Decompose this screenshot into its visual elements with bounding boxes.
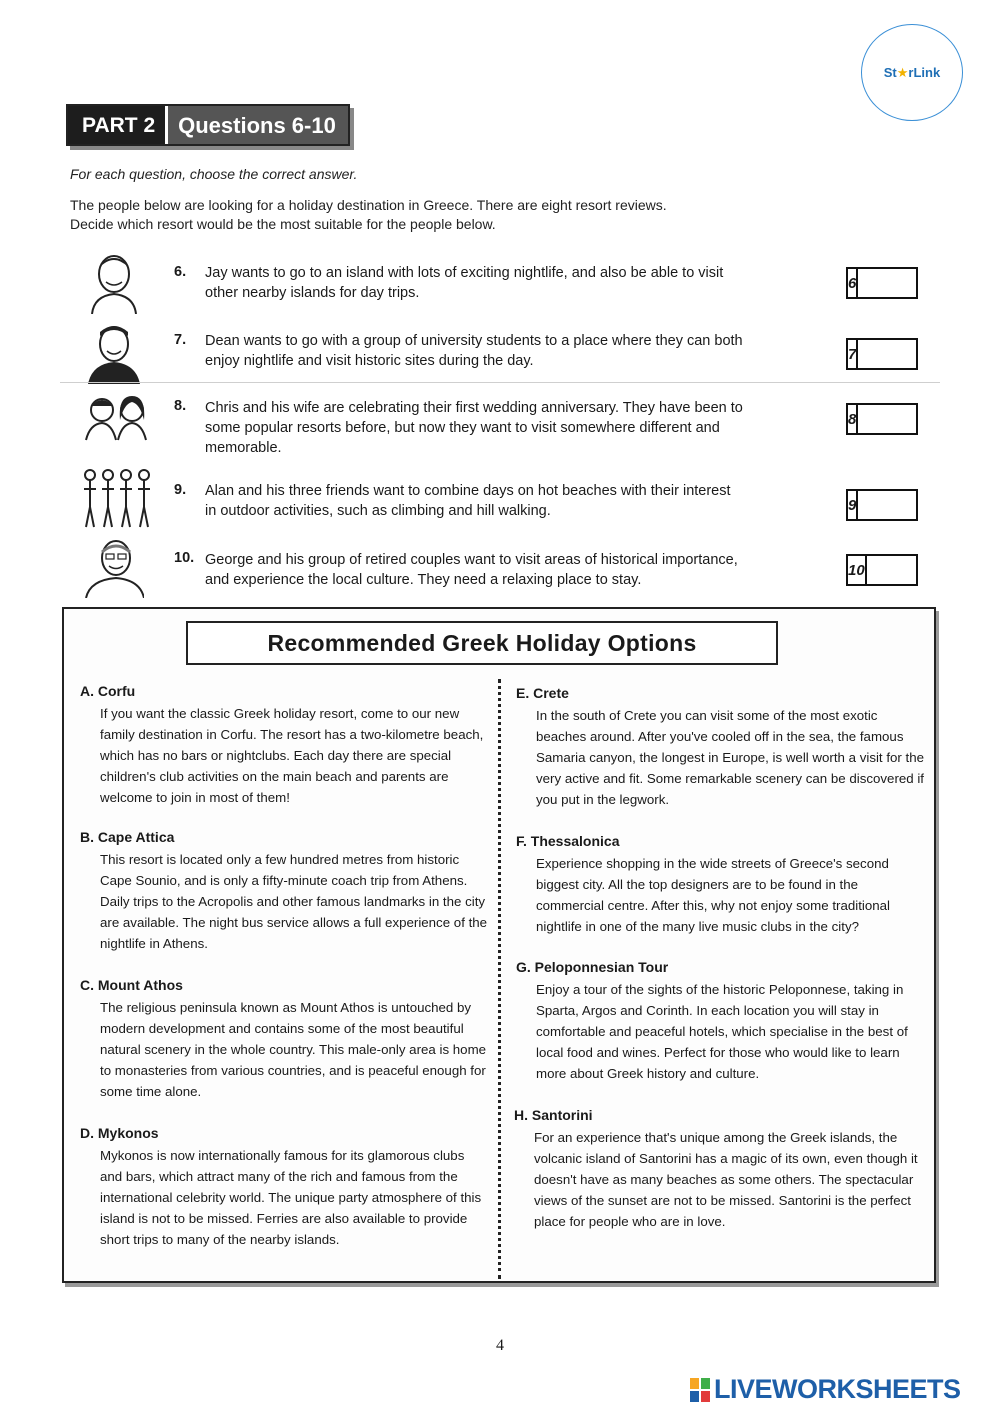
answer-input-7[interactable] — [858, 340, 1000, 368]
question-text: George and his group of retired couples want to visit areas of historical importance, and experience the local culture. They need a relaxing place to stay. — [205, 552, 738, 588]
liveworksheets-text: LIVEWORKSHEETS — [714, 1374, 961, 1404]
answer-input-8[interactable] — [858, 405, 1000, 433]
couple-avatar-icon — [80, 390, 156, 454]
instruction-line-2: Decide which resort would be the most suitable for the people below. — [70, 216, 496, 232]
starlink-logo-text: St★rLink — [883, 64, 941, 80]
option-d — [80, 1125, 490, 1250]
answer-label: 9 — [848, 491, 858, 519]
instruction-italic: For each question, choose the correct answer. — [70, 166, 358, 182]
option-c — [80, 977, 490, 1102]
answer-label: 10 — [848, 556, 867, 584]
liveworksheets-logo-icon — [690, 1378, 710, 1402]
answer-input-10[interactable] — [867, 556, 1000, 584]
question-number: 7. — [174, 332, 187, 348]
question-number: 9. — [174, 482, 187, 498]
option-description: In the south of Crete you can visit some of the most exotic beaches around. After you've cooled off in the sea, the famous Samaria canyon, the longest in Europe, is well worth a visit for the very active and fit. Some remarkable scenery can be discovered if you put in the legwork. — [536, 708, 925, 807]
option-a — [80, 683, 490, 808]
instruction-line-1: The people below are looking for a holiday destination in Greece. There are eight resort reviews. — [70, 197, 667, 213]
question-row — [70, 532, 950, 598]
answer-box — [846, 338, 918, 370]
option-description: Mykonos is now internationally famous for its glamorous clubs and bars, which attract many of the rich and famous from the international celebrity world. The unique party atmosphere of this island is not to be missed. Ferries are also available to provide short trips to many of the nearby islands. — [100, 1148, 482, 1247]
holiday-options-panel — [62, 607, 936, 1283]
question-number: 6. — [174, 264, 187, 280]
option-description: This resort is located only a few hundred metres from historic Cape Sounio, and is only a fifty-minute coach trip from Athens. Daily trips to the Acropolis and other famous landmarks in the city are available. The night bus service allows a full experience of the nightlife in Athens. — [100, 852, 488, 951]
question-row — [70, 250, 950, 312]
question-number: 10. — [174, 550, 195, 566]
person-avatar-icon — [84, 534, 144, 598]
answer-label: 7 — [848, 340, 858, 368]
option-h — [514, 1107, 924, 1232]
options-title: Recommended Greek Holiday Options — [186, 621, 778, 665]
answer-label: 6 — [848, 269, 858, 297]
answer-box — [846, 489, 918, 521]
part-label: PART 2 — [68, 106, 165, 144]
divider-line — [60, 382, 940, 383]
question-text: Alan and his three friends want to combine days on hot beaches with their interest in outdoor activities, such as climbing and hill walking. — [205, 483, 731, 519]
question-text: Jay wants to go to an island with lots of exciting nightlife, and also be able to visit other nearby islands for day trips. — [205, 265, 724, 301]
person-avatar-icon — [84, 250, 144, 314]
option-description: If you want the classic Greek holiday resort, come to our new family destination in Corfu. The resort has a two-kilometre beach, which has no bars or nightclubs. Each day there are special children's club activities on the main beach and parents are welcome to join in most of them! — [100, 706, 484, 805]
star-icon: ★ — [896, 64, 909, 80]
question-row — [70, 390, 950, 462]
option-heading: A. Corfu — [80, 683, 136, 699]
option-heading: C. Mount Athos — [80, 977, 183, 993]
answer-box — [846, 267, 918, 299]
option-description: Enjoy a tour of the sights of the historic Peloponnese, taking in Sparta, Argos and Corinth. In each location you will stay in comfortable and peaceful hotels, which specialise in the best of local food and wines. Perfect for those who would like to learn more about Greek history and culture. — [536, 982, 908, 1081]
option-description: The religious peninsula known as Mount Athos is untouched by modern development and contains some of the most beautiful natural scenery in the whole country. This male-only area is home to monasteries from various countries, and is peaceful enough for some time alone. — [100, 1000, 487, 1099]
option-description: Experience shopping in the wide streets of Greece's second biggest city. All the top designers are to be found in the commercial centre. After this, why not enjoy some traditional nightlife in one of the many live music clubs in the city? — [536, 856, 890, 934]
option-heading: E. Crete — [516, 685, 569, 701]
question-text: Chris and his wife are celebrating their first wedding anniversary. They have been to some popular resorts before, but now they want to visit somewhere different and memorable. — [205, 400, 743, 456]
answer-input-6[interactable] — [858, 269, 1000, 297]
option-b — [80, 829, 490, 954]
part-header — [66, 104, 350, 146]
answer-box — [846, 554, 918, 586]
option-e — [516, 685, 926, 810]
page-number: 4 — [496, 1337, 504, 1354]
starlink-logo — [861, 24, 963, 121]
liveworksheets-brand — [690, 1374, 961, 1405]
question-text: Dean wants to go with a group of university students to a place where they can both enjoy nightlife and visit historic sites during the day. — [205, 333, 743, 369]
option-heading: G. Peloponnesian Tour — [516, 959, 669, 975]
option-heading: B. Cape Attica — [80, 829, 175, 845]
option-heading: H. Santorini — [514, 1107, 593, 1123]
column-divider — [498, 679, 501, 1279]
option-f — [516, 833, 926, 937]
answer-label: 8 — [848, 405, 858, 433]
option-heading: D. Mykonos — [80, 1125, 159, 1141]
answer-input-9[interactable] — [858, 491, 1000, 519]
group-avatar-icon — [80, 467, 156, 531]
question-number: 8. — [174, 398, 187, 414]
option-heading: F. Thessalonica — [516, 833, 620, 849]
question-row — [70, 465, 950, 531]
question-row — [70, 320, 950, 382]
questions-label: Questions 6-10 — [165, 106, 348, 144]
person-avatar-icon — [84, 320, 144, 384]
option-description: For an experience that's unique among the Greek islands, the volcanic island of Santorini has a magic of its own, even though it doesn't have as many beaches as some others. The spectacular views of the sunset are not to be missed. Santorini is the perfect place for people who are in love. — [534, 1130, 918, 1229]
option-g — [516, 959, 926, 1084]
answer-box — [846, 403, 918, 435]
